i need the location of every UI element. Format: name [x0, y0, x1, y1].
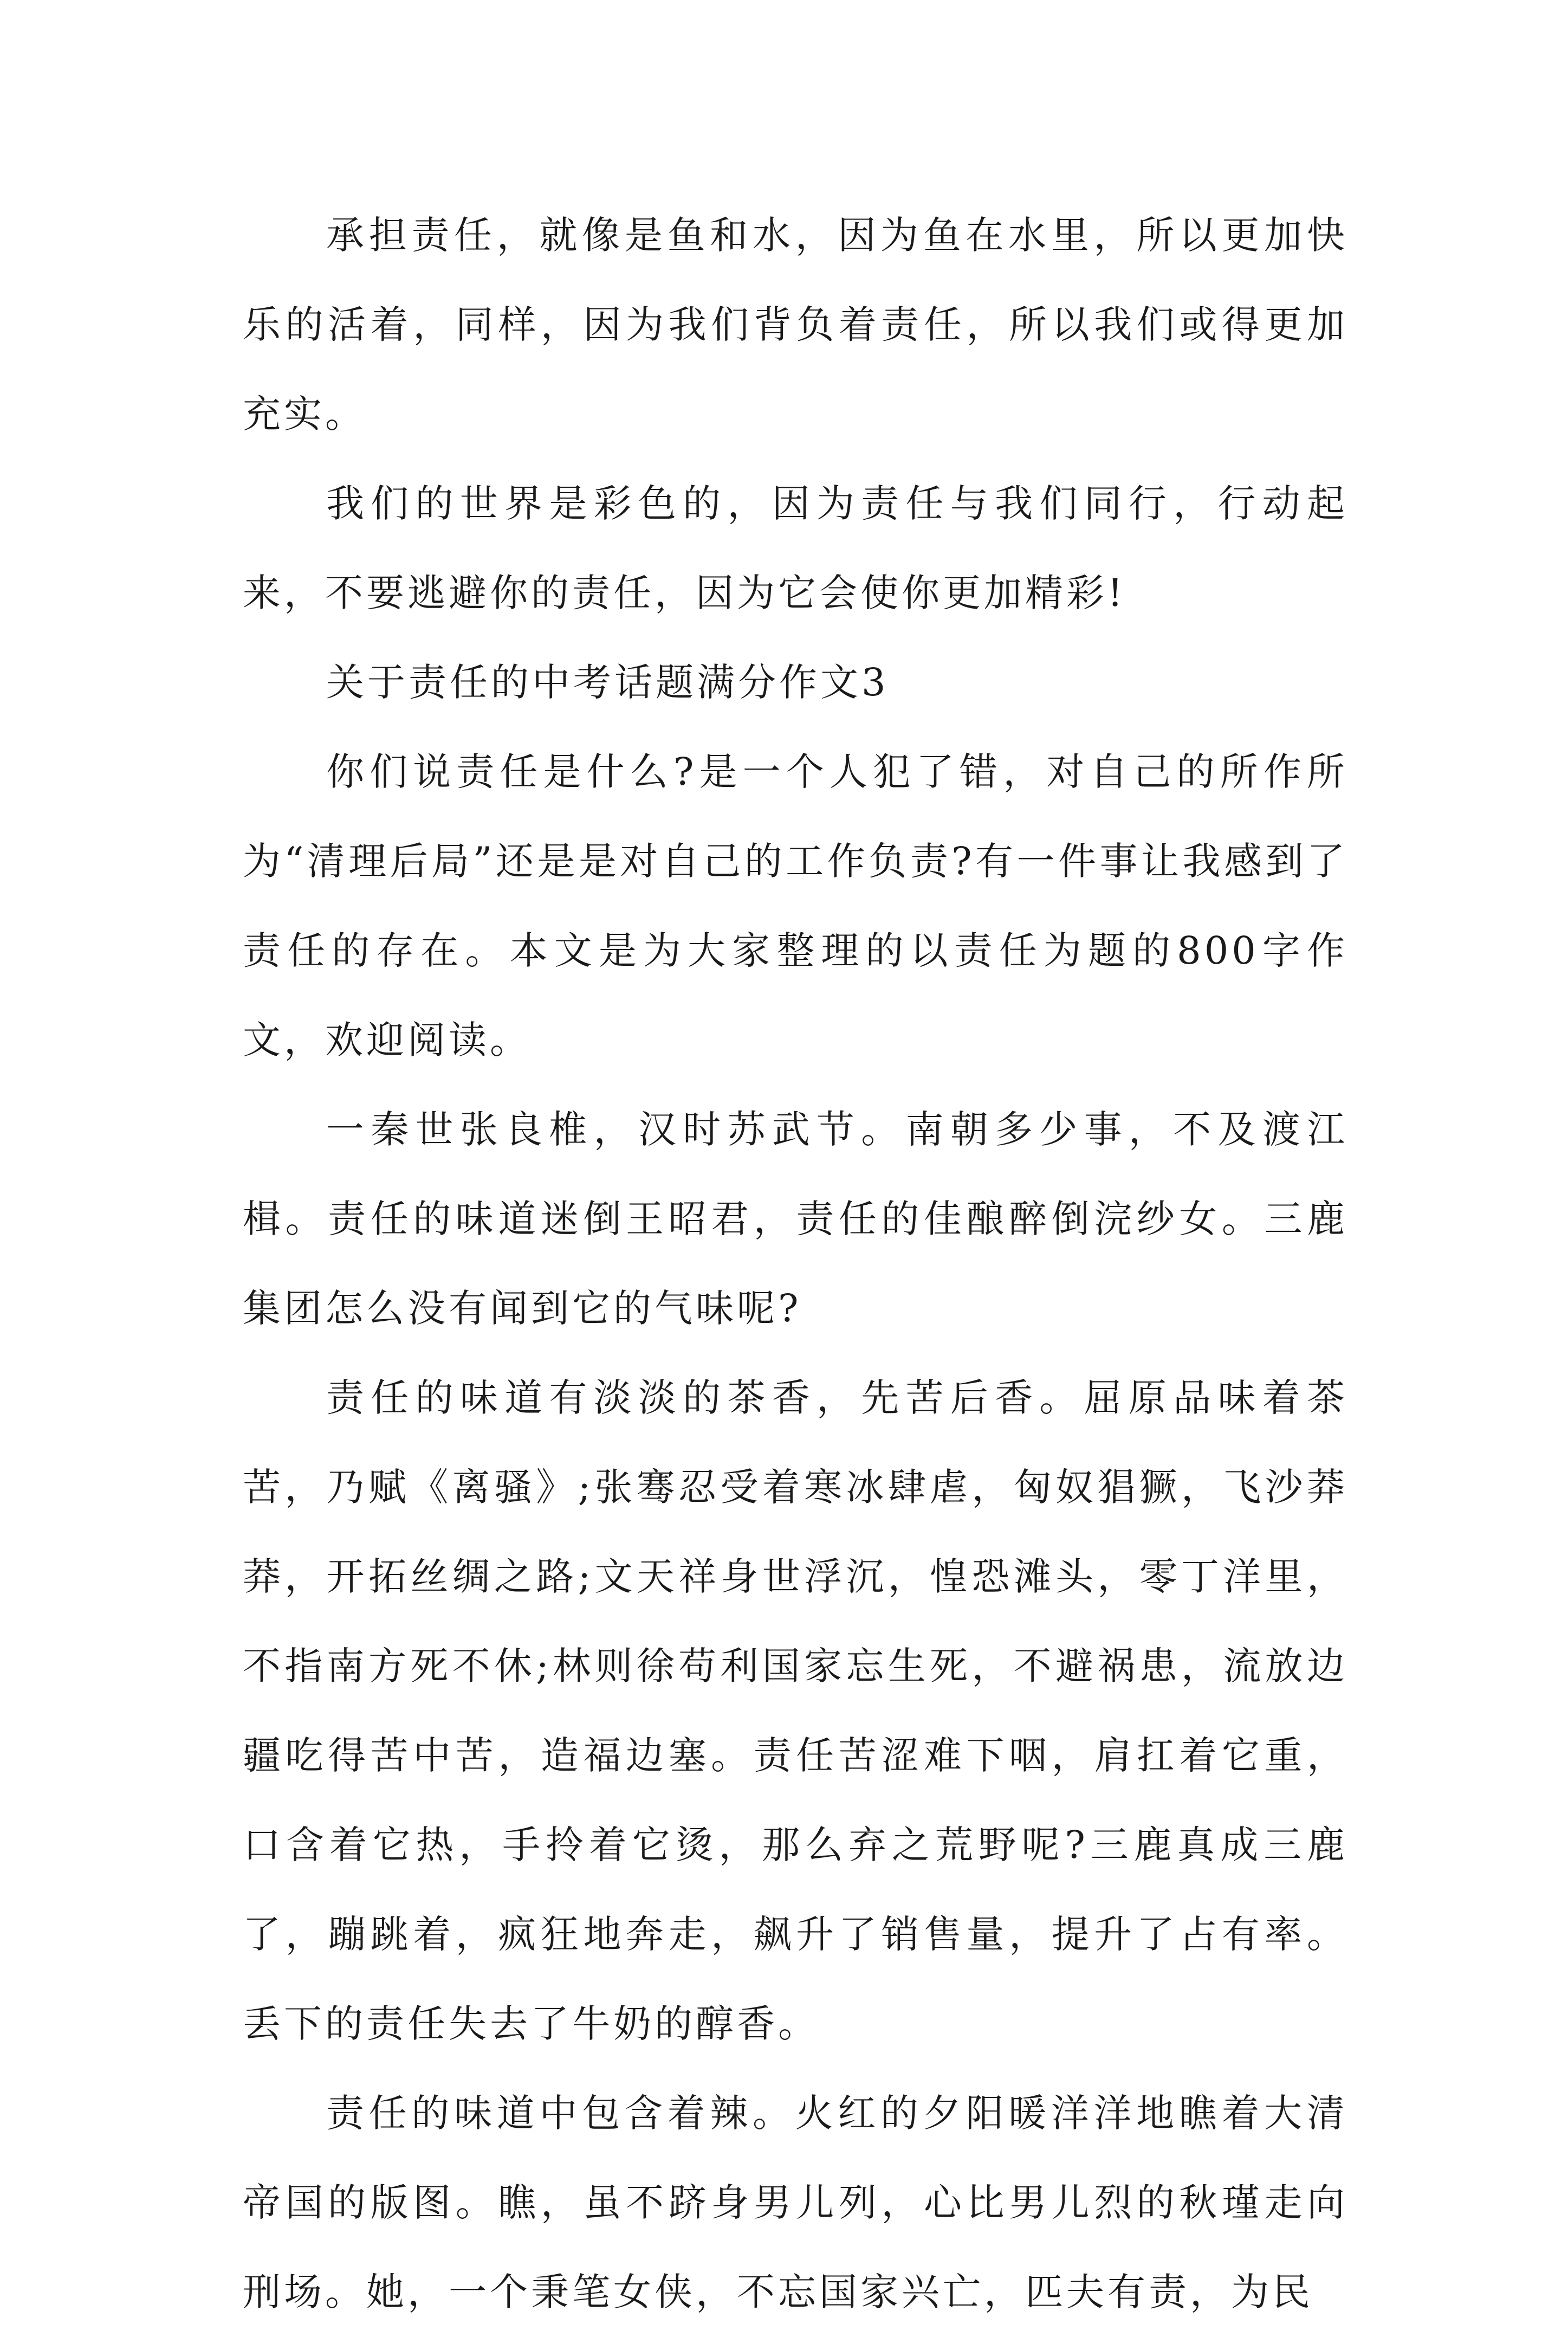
essay-heading: 关于责任的中考话题满分作文3 — [326, 660, 889, 705]
paragraph-2: 我们的世界是彩色的，因为责任与我们同行，行动起来，不要逃避你的责任，因为它会使你更加精彩! — [243, 481, 1348, 615]
paragraph-5: 责任的味道有淡淡的茶香，先苦后香。屈原品味着茶苦，乃赋《离骚》;张骞忍受着寒冰肆虐，匈奴猖獗，飞沙莽莽，开拓丝绸之路;文天祥身世浮沉，惶恐滩头，零丁洋里，不指南方死不休;林则徐苟利国家忘生死，不避祸患，流放边疆吃得苦中苦，造福边塞。责任苦涩难下咽，肩扛着它重，口含着它热，手拎着它烫，那么弃之荒野呢?三鹿真成三鹿了，蹦跳着，疯狂地奔走，飙升了销售量，提升了占有率。丢下的责任失去了牛奶的醇香。 — [243, 1376, 1348, 2046]
document-body — [243, 191, 1348, 2337]
paragraph-4: 一秦世张良椎，汉时苏武节。南朝多少事，不及渡江楫。责任的味道迷倒王昭君，责任的佳酿醉倒浣纱女。三鹿集团怎么没有闻到它的气味呢? — [243, 1107, 1348, 1331]
paragraph-1: 承担责任，就像是鱼和水，因为鱼在水里，所以更加快乐的活着，同样，因为我们背负着责任，所以我们或得更加充实。 — [243, 213, 1348, 436]
paragraph-6: 责任的味道中包含着辣。火红的夕阳暖洋洋地瞧着大清帝国的版图。瞧，虽不跻身男儿列，心比男儿烈的秋瑾走向刑场。她，一个秉笔女侠，不忘国家兴亡，匹夫有责，为民 — [243, 2091, 1348, 2314]
paragraph-3: 你们说责任是什么?是一个人犯了错，对自己的所作所为“清理后局”还是是对自己的工作负责?有一件事让我感到了责任的存在。本文是为大家整理的以责任为题的800字作文，欢迎阅读。 — [243, 750, 1348, 1062]
